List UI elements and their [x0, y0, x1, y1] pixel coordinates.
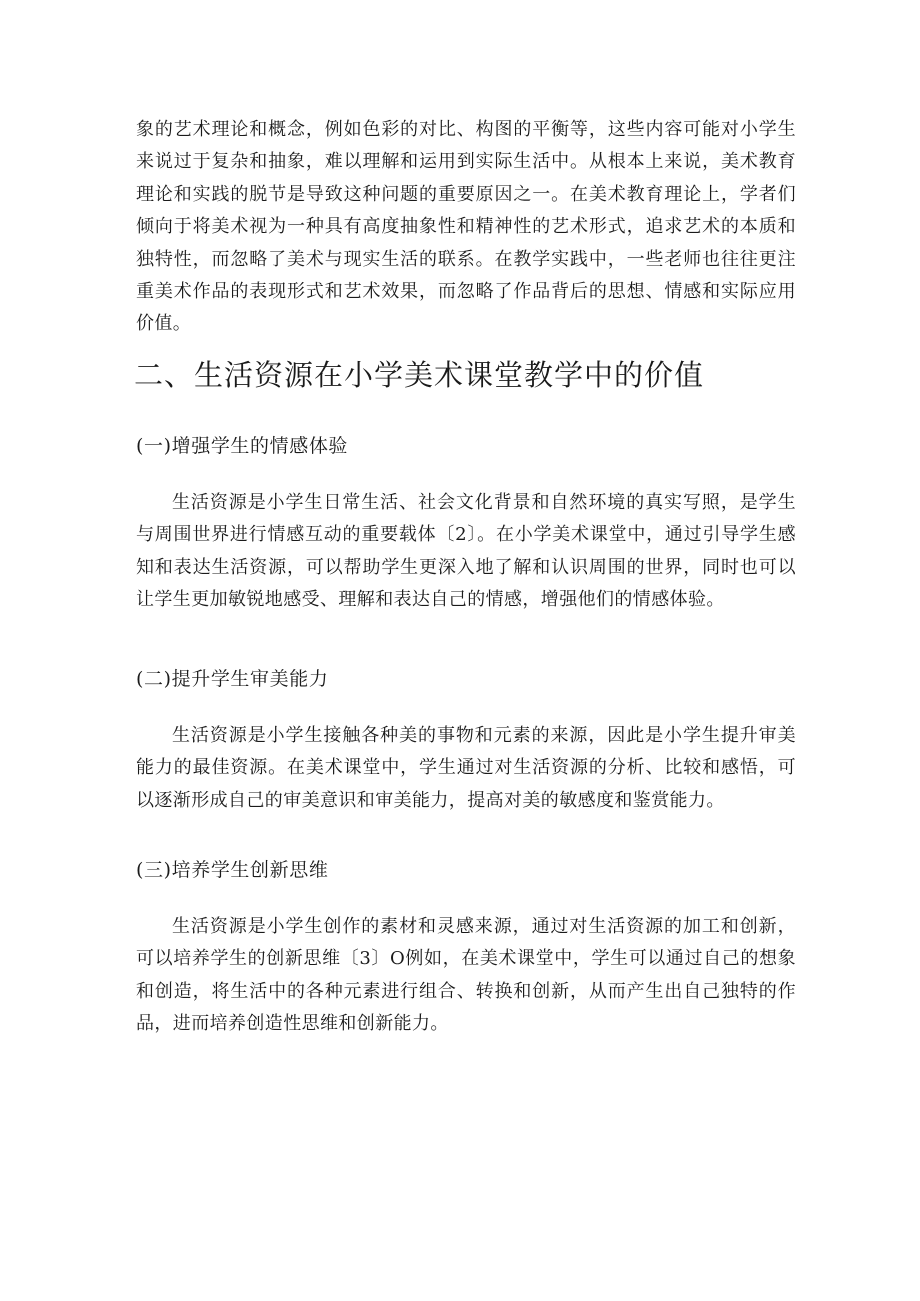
subsection-paragraph-1: 生活资源是小学生日常生活、社会文化背景和自然环境的真实写照，是学生与周围世界进行情感互动的重要载体〔2〕。在小学美术课堂中，通过引导学生感知和表达生活资源，可以帮助学生更深入地了解和认识周围的世界，同时也可以让学生更加敏锐地感受、理解和表达自己的情感，增强他们的情感体验。: [136, 492, 796, 611]
subsection-heading-1: (一)增强学生的情感体验: [136, 435, 349, 457]
subsection-paragraph-2: 生活资源是小学生接触各种美的事物和元素的来源，因此是小学生提升审美能力的最佳资源。在美术课堂中，学生通过对生活资源的分析、比较和感悟，可以逐渐形成自己的审美意识和审美能力，提高对美的敏感度和鉴赏能力。: [136, 725, 796, 811]
intro-paragraph: 象的艺术理论和概念，例如色彩的对比、构图的平衡等，这些内容可能对小学生来说过于复杂和抽象，难以理解和运用到实际生活中。从根本上来说，美术教育理论和实践的脱节是导致这种问题的重要原因之一。在美术教育理论上，学者们倾向于将美术视为一种具有高度抽象性和精神性的艺术形式，追求艺术的本质和独特性，而忽略了美术与现实生活的联系。在教学实践中，一些老师也往往更注重美术作品的表现形式和艺术效果，而忽略了作品背后的思想、情感和实际应用价值。: [136, 119, 796, 335]
subsection-heading-3: (三)培养学生创新思维: [136, 859, 329, 881]
subsection-heading-2: (二)提升学生审美能力: [136, 668, 329, 690]
subsection-paragraph-3: 生活资源是小学生创作的素材和灵感来源，通过对生活资源的加工和创新，可以培养学生的创新思维〔3〕O例如，在美术课堂中，学生可以通过自己的想象和创造，将生活中的各种元素进行组合、转换和创新，从而产生出自己独特的作品，进而培养创造性思维和创新能力。: [136, 916, 796, 1035]
section-heading: 二、生活资源在小学美术课堂教学中的价值: [134, 358, 705, 392]
